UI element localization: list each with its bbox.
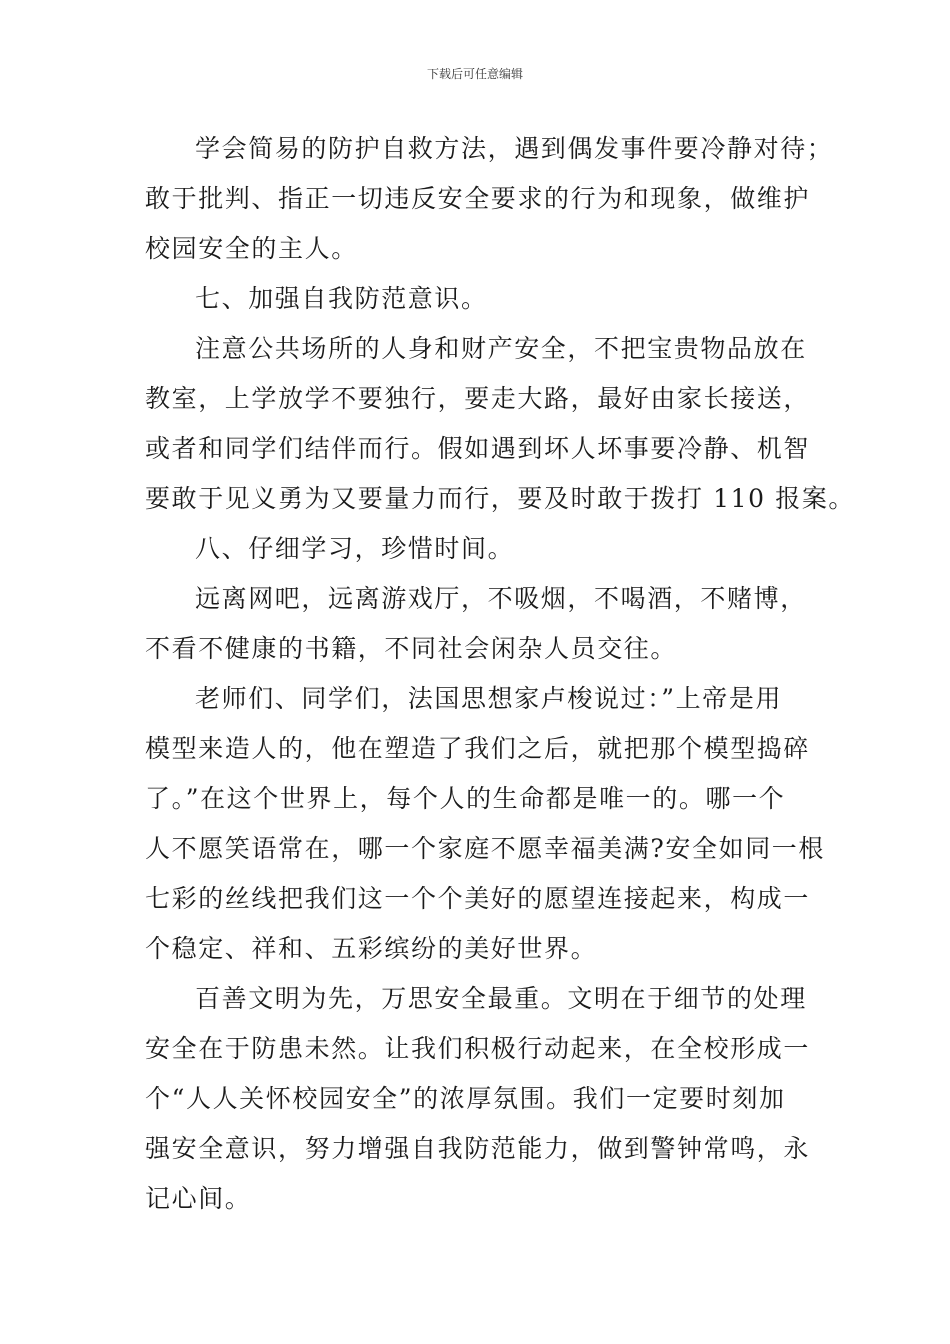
paragraph-line: 个“人人关怀校园安全”的浓厚氛围。我们一定要时刻加 [145,1084,786,1113]
section-heading-line: 八、仔细学习，珍惜时间。 [195,534,515,563]
paragraph-line: 个稳定、祥和、五彩缤纷的美好世界。 [145,934,598,963]
section-heading [145,274,810,324]
paragraph [145,974,810,1224]
paragraph-line: 人不愿笑语常在，哪一个家庭不愿幸福美满?安全如同一根 [145,834,826,863]
paragraph-line: 模型来造人的，他在塑造了我们之后，就把那个模型捣碎 [145,734,811,763]
page-header: 下载后可任意编辑 [426,67,523,81]
paragraph-line: 不看不健康的书籍，不同社会闲杂人员交往。 [145,634,678,663]
paragraph-line: 记心间。 [145,1184,252,1213]
section-heading [145,524,810,574]
section-heading-line: 七、加强自我防范意识。 [195,284,488,313]
paragraph [145,574,810,674]
paragraph-line: 注意公共场所的人身和财产安全，不把宝贵物品放在 [195,334,807,363]
paragraph-line: 敢于批判、指正一切违反安全要求的行为和现象，做维护 [145,184,811,213]
paragraph-line: 百善文明为先，万思安全最重。文明在于细节的处理 [195,984,807,1013]
paragraph-line: 远离网吧，远离游戏厅，不吸烟，不喝酒，不赌博， [195,584,807,613]
paragraph-line: 强安全意识，努力增强自我防范能力，做到警钟常鸣，永 [145,1134,811,1163]
document-body [145,124,856,1224]
paragraph-line: 七彩的丝线把我们这一个个美好的愿望连接起来，构成一 [145,884,811,913]
paragraph-line: 或者和同学们结伴而行。假如遇到坏人坏事要冷静、机智 [145,434,811,463]
paragraph [145,124,834,274]
paragraph-line: 老师们、同学们，法国思想家卢梭说过：”上帝是用 [195,684,783,713]
paragraph [145,674,826,974]
paragraph-line: 安全在于防患未然。让我们积极行动起来，在全校形成一 [145,1034,811,1063]
paragraph-line: 学会简易的防护自救方法，遇到偶发事件要冷静对待； [195,134,834,163]
paragraph [145,324,856,524]
paragraph-line: 了。”在这个世界上，每个人的生命都是唯一的。哪一个 [145,784,786,813]
paragraph-line: 教室，上学放学不要独行，要走大路，最好由家长接送， [145,384,811,413]
paragraph-line: 校园安全的主人。 [145,234,358,263]
paragraph-line: 要敢于见义勇为又要量力而行，要及时敢于拨打 110 报案。 [145,484,856,513]
